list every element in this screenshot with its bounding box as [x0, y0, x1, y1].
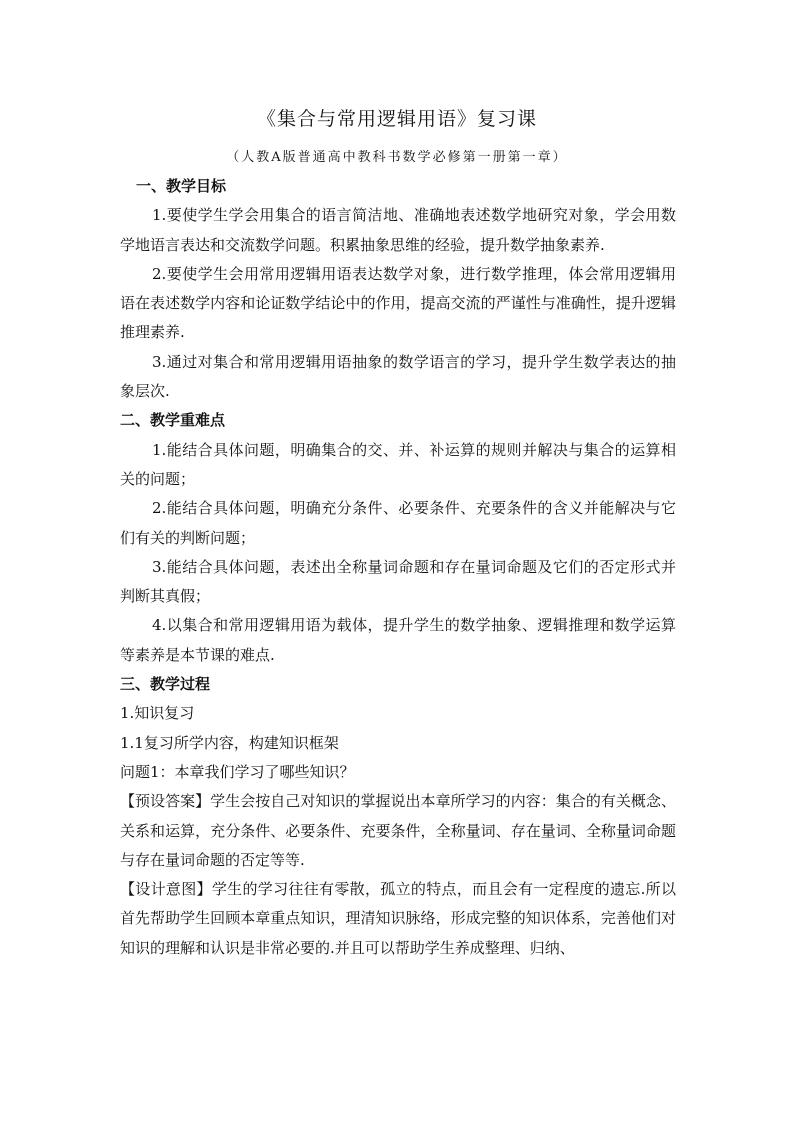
preset-answer-paragraph: 【预设答案】学生会按自己对知识的掌握说出本章所学习的内容：集合的有关概念、关系和运算，充分条件、必要条件、充要条件，全称量词、存在量词、全称量词命题与存在量词命题的否定等等. [120, 792, 676, 869]
key-point-paragraph-1: 1.能结合具体问题，明确集合的交、并、补运算的规则并解决与集合的运算相关的问题； [120, 440, 676, 488]
section-heading-objectives: 一、教学目标 [136, 177, 227, 195]
key-point-paragraph-2: 2.能结合具体问题，明确充分条件、必要条件、充要条件的含义并能解决与它们有关的判断问题； [120, 499, 676, 547]
process-subheading-1-1: 1.1复习所学内容，构建知识框架 [120, 733, 339, 752]
document-subtitle: （人教A版普通高中教科书数学必修第一册第一章） [226, 150, 568, 165]
process-subheading-1: 1.知识复习 [120, 704, 195, 723]
key-point-paragraph-4: 4.以集合和常用逻辑用语为载体，提升学生的数学抽象、逻辑推理和数学运算等素养是本节课的难点. [120, 616, 676, 664]
objective-paragraph-2: 2.要使学生会用常用逻辑用语表达数学对象，进行数学推理，体会常用逻辑用语在表述数学内容和论证数学结论中的作用，提高交流的严谨性与准确性，提升逻辑推理素养. [120, 264, 676, 342]
section-heading-key-points: 二、教学重难点 [120, 411, 226, 430]
objective-paragraph-3: 3.通过对集合和常用逻辑用语抽象的数学语言的学习，提升学生数学表达的抽象层次. [120, 352, 676, 401]
objective-paragraph-1: 1.要使学生学会用集合的语言简洁地、准确地表述数学地研究对象，学会用数学地语言表达和交流数学问题。积累抽象思维的经验，提升数学抽象素养. [120, 206, 676, 254]
document-body [120, 172, 676, 963]
document-title: 《集合与常用逻辑用语》复习课 [256, 108, 537, 130]
section-heading-process: 三、教学过程 [120, 675, 211, 694]
key-point-paragraph-3: 3.能结合具体问题，表述出全称量词命题和存在量词命题及它们的否定形式并判断其真假； [120, 557, 676, 606]
question-1: 问题1：本章我们学习了哪些知识？ [120, 762, 355, 781]
design-intent-paragraph: 【设计意图】学生的学习往往有零散，孤立的特点，而且会有一定程度的遗忘.所以首先帮助学生回顾本章重点知识，理清知识脉络，形成完整的知识体系，完善他们对知识的理解和认识是非常必要的.并且可以帮助学生养成整理、归纳、 [120, 880, 676, 957]
